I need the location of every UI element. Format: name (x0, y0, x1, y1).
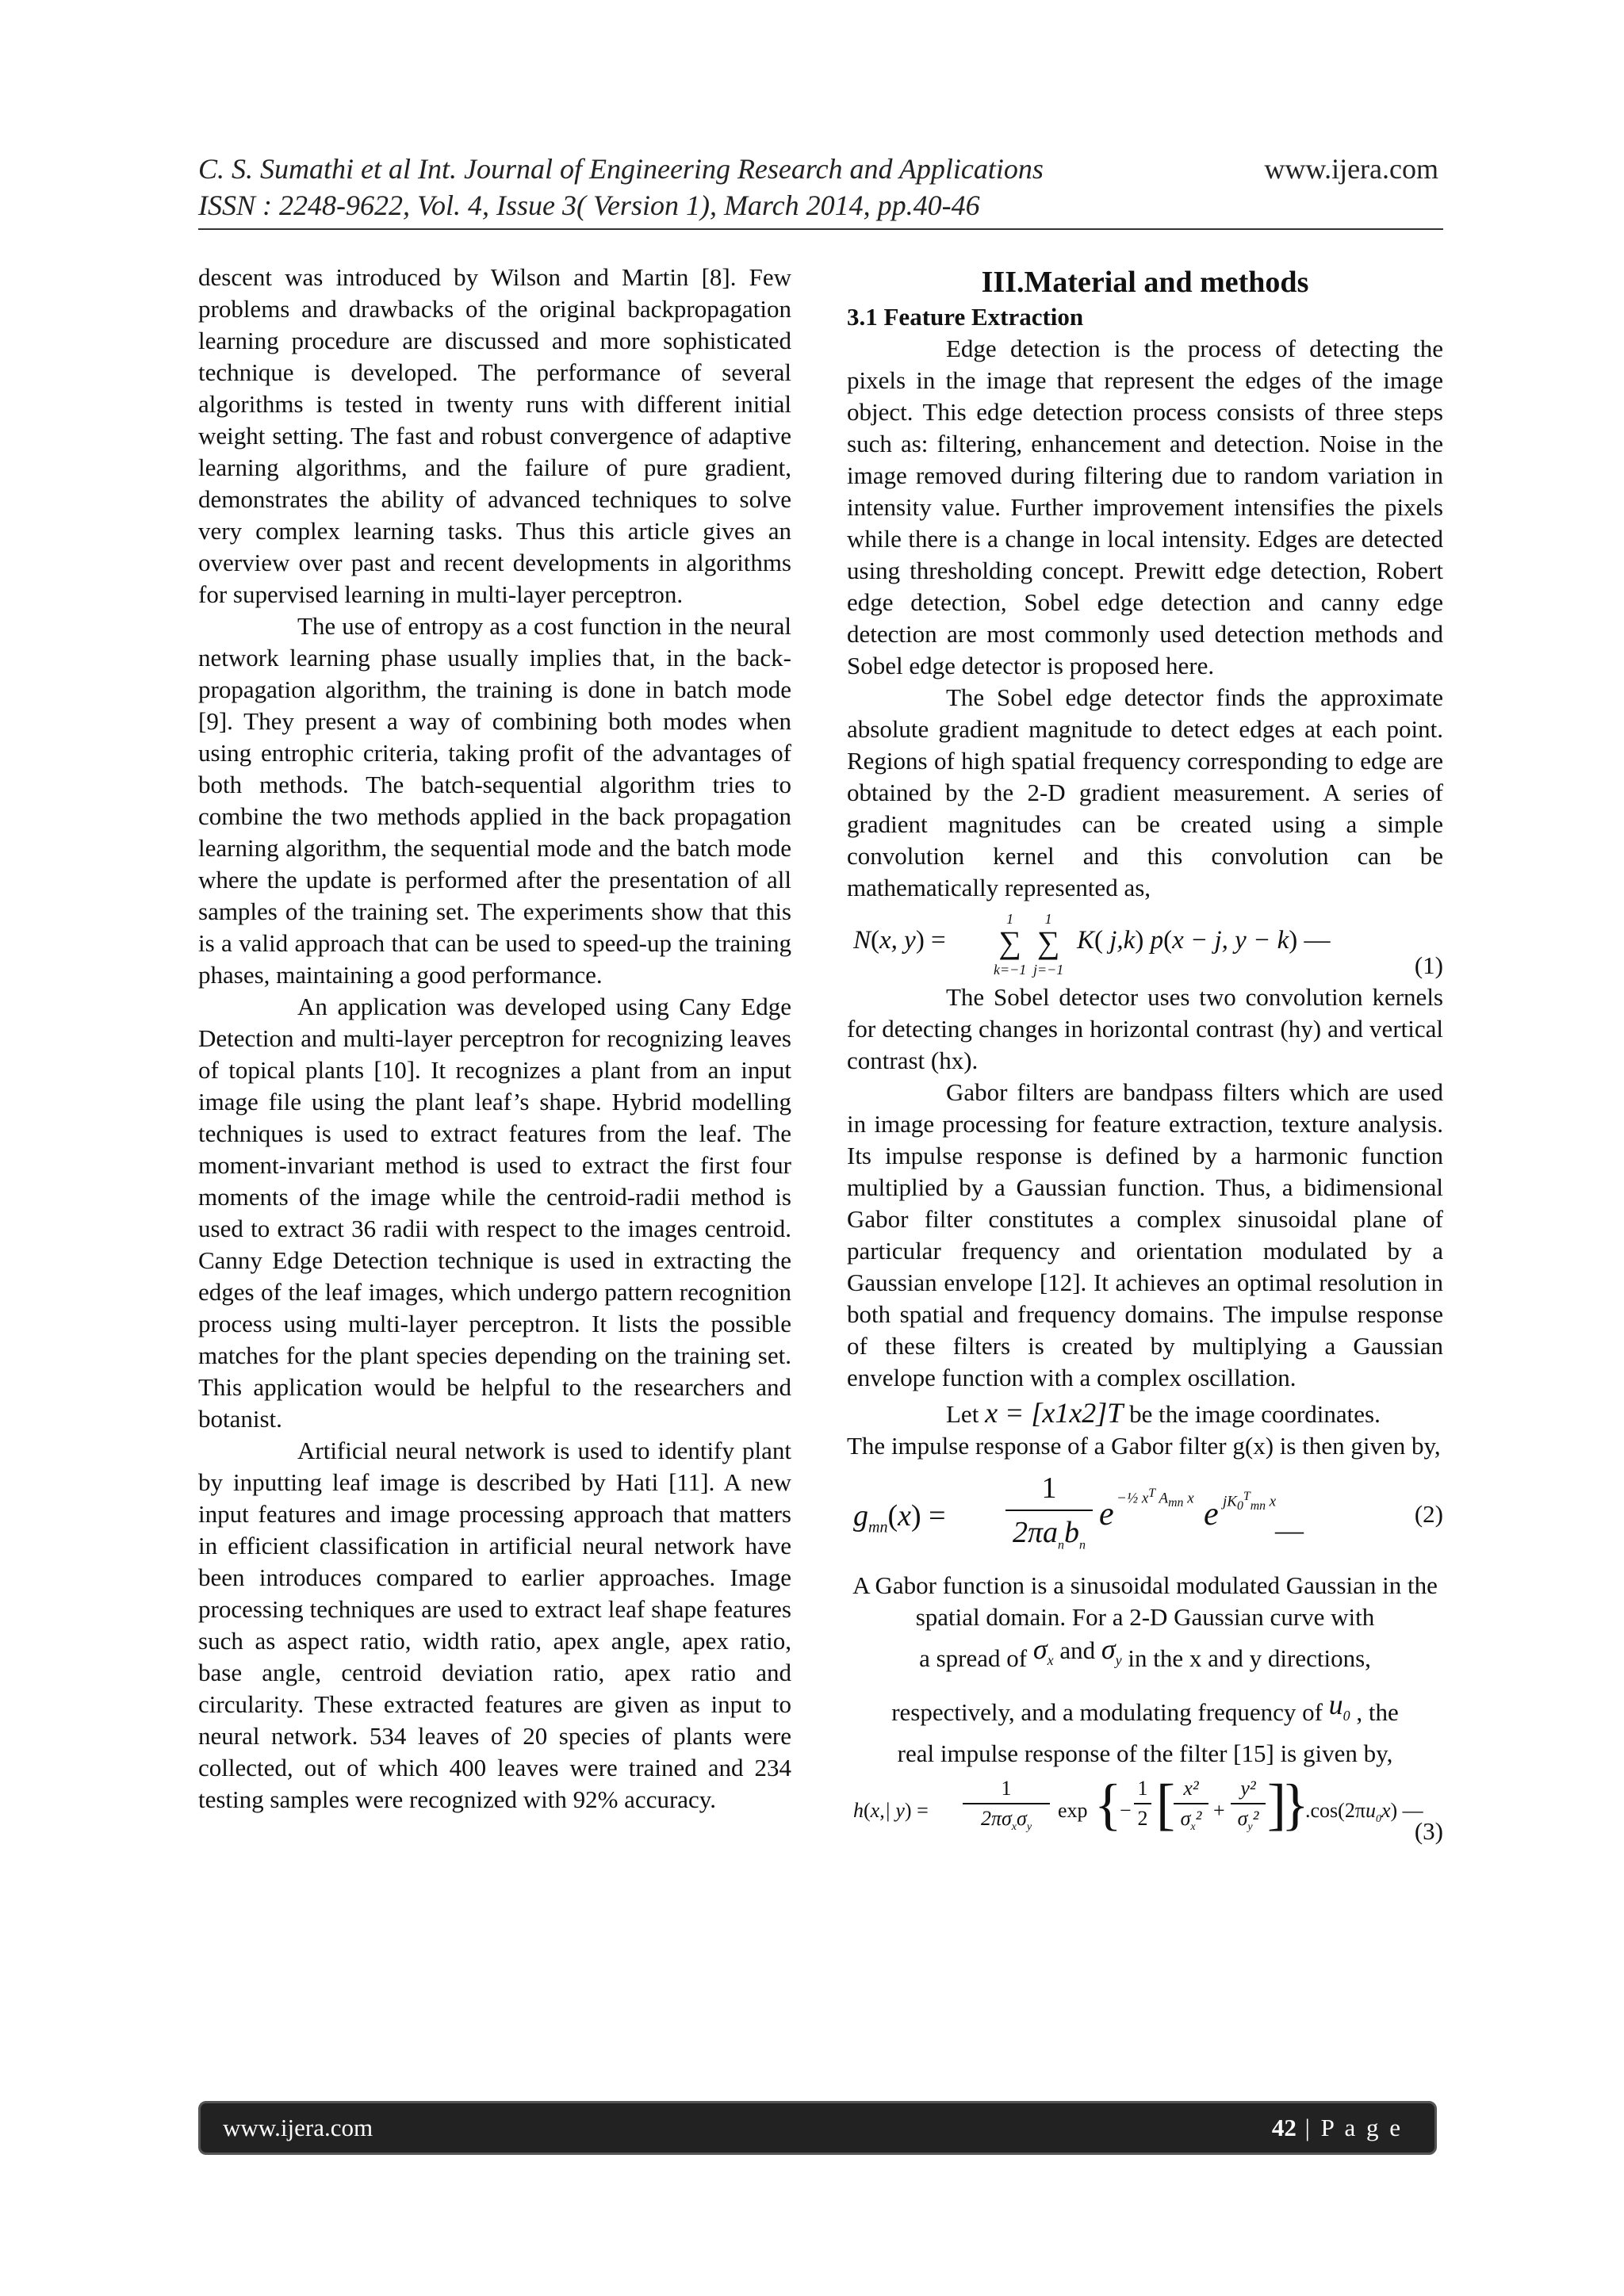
fraction: x² $\sigma_x^2$ (1174, 1774, 1208, 1842)
paragraph: Artificial neural network is used to identify plant by inputting leaf image is described by Hati [11]. A new input features and image processing approach that matters in efficient classification in artificial neural network have been introduces compared to earlier approaches. Image processing techniques are used to extract leaf shape features such as aspect ratio, width ratio, apex angle, apex ratio, base angle, centroid deviation ratio, apex ratio and circularity. These extracted features are given as input to neural network. 534 leaves of 20 species of plants were collected, out of which 400 leaves were trained and 234 testing samples were recognized with 92% accuracy. (198, 1437, 791, 1813)
page-number: 42 (1271, 2114, 1297, 2141)
running-header (198, 151, 1443, 230)
page-indicator (1272, 2114, 1403, 2142)
fraction: 1 2 (1134, 1774, 1151, 1833)
equation-3: h(x,| y) = 1 $2\pi\sigma_x\sigma_y$ exp { − 1 2 [ x² $\sigma_x^2$ + y² $\sigma_y^2$ ] } $.\cos(2\pi u_0x)$ — (3) (847, 1773, 1443, 1852)
equation-1: N(x, y) = 1 ∑ k=−1 1 ∑ j=−1 K( j,k) p(x − j, y − k) — (1) (847, 909, 1443, 982)
equation-number: (2) (1414, 1500, 1443, 1528)
paragraph: descent was introduced by Wilson and Martin [8]. Few problems and drawbacks of the original backpropagation learning procedure are discussed and more sophisticated technique is developed. The performance of several algorithms is tested in twenty runs with different initial weight setting. The fast and robust convergence of adaptive learning algorithms, and the failure of pure gradient, demonstrates the ability of advanced techniques to solve very complex learning tasks. Thus this article gives an overview over past and recent developments in algorithms for supervised learning in multi-layer perceptron. (198, 263, 791, 608)
paragraph (847, 1689, 1443, 1738)
paragraph: The Sobel edge detector finds the approximate absolute gradient magnitude to detect edges at each point. Regions of high spatial frequency corresponding to edge are obtained by the 2-D gradient measurement. A series of gradient magnitudes can be created using a simple convolution kernel and this convolution can be mathematically represented as, (847, 683, 1443, 901)
paragraph: Gabor filters are bandpass filters which are used in image processing for feature extraction, texture analysis. Its impulse response is defined by a harmonic function multiplied by a Gaussian function. Thus, a bidimensional Gabor filter constitutes a complex sinusoidal plane of particular frequency and orientation modulated by a Gaussian envelope [12]. It achieves an optimal resolution in both spatial and frequency domains. The impulse response of these filters is created by multiplying a Gaussian envelope function with a complex oscillation. (847, 1078, 1443, 1391)
equation-number: (1) (1414, 951, 1443, 979)
paragraph: The impulse response of a Gabor filter g(x) is then given by, (847, 1432, 1441, 1460)
header-website-link[interactable]: www.ijera.com (1264, 153, 1438, 185)
paragraph: real impulse response of the filter [15] is given by, (897, 1739, 1393, 1768)
sum-symbol: 1 ∑ k=−1 (994, 911, 1027, 978)
sum-symbol: 1 ∑ j=−1 (1033, 911, 1064, 978)
paragraph (847, 1397, 1443, 1430)
page-footer (198, 2101, 1437, 2155)
text-fragment: and (1059, 1636, 1096, 1664)
fraction: 1 $2\pi\sigma_x\sigma_y$ (963, 1774, 1050, 1842)
equation-2: $g_{mn}(x)$ = 1 $2\pi a_nb_n$ e −½ $x^T$ $A_{mn}$ x e $jK_0^T_{mn}$ x — (2) (847, 1467, 1443, 1570)
text-fragment: a spread of (919, 1644, 1028, 1672)
text-fragment: in the x and y directions, (1128, 1644, 1371, 1672)
page-label: | P a g e (1296, 2114, 1403, 2141)
paragraph: The Sobel detector uses two convolution kernels for detecting changes in horizontal contrast (hy) and vertical contrast (hx). (847, 983, 1443, 1074)
paragraph (847, 1633, 1443, 1684)
fraction: 1 $2\pi a_nb_n$ (1005, 1467, 1093, 1567)
inline-math: x = [x1x2]T (985, 1397, 1124, 1429)
fraction: y² $\sigma_y^2$ (1231, 1774, 1266, 1842)
equation-number: (3) (1414, 1817, 1443, 1846)
paragraph: An application was developed using Cany Edge Detection and multi-layer perceptron for recognizing leaves of topical plants [10]. It recognizes a plant from an input image file using the plant leaf’s shape. Hybrid modelling techniques is used to extract features from the leaf. The moment-invariant method is used to extract the first four moments of the image while the centroid-radii method is used to extract 36 radii with respect to the images centroid. Canny Edge Detection technique is used in extracting the edges of the leaf images, which undergo pattern recognition process using multi-layer perceptron. It lists the possible matches for the plant species depending on the training set. This application would be helpful to the researchers and botanist. (198, 993, 791, 1433)
paragraph: Edge detection is the process of detecting the pixels in the image that represent the edges of the image object. This edge detection process consists of three steps such as: filtering, enhancement and detection. Noise in the image removed during filtering due to random variation in intensity value. Further improvement intensifies the pixels while there is a change in local intensity. Edges are detected using thresholding concept. Prewitt edge detection, Robert edge detection, Sobel edge detection and canny edge detection are most commonly used detection methods and Sobel edge detector is proposed here. (847, 335, 1443, 679)
footer-website-link[interactable]: www.ijera.com (223, 2114, 373, 2141)
inline-math: $\sigma_y$ (1101, 1633, 1122, 1669)
text-fragment: Let (946, 1400, 979, 1428)
left-column (198, 262, 791, 1816)
right-column (847, 262, 1443, 1852)
inline-math: $u_0$ (1328, 1689, 1350, 1724)
paragraph: The use of entropy as a cost function in the neural network learning phase usually implies that, in the back-propagation algorithm, the training is done in batch mode [9]. They present a way of combining both modes when using entrophic criteria, taking profit of the advantages of both methods. The batch-sequential algorithm tries to combine the two methods applied in the back propagation learning algorithm, the sequential mode and the batch mode where the update is performed after the presentation of all samples of the training set. The experiments show that this is a valid approach that can be used to speed-up the training phases, maintaining a good performance. (198, 612, 791, 989)
journal-citation-line: C. S. Sumathi et al Int. Journal of Engineering Research and Applications (198, 153, 1044, 185)
issn-line: ISSN : 2248-9622, Vol. 4, Issue 3( Version 1), March 2014, pp.40-46 (198, 189, 980, 221)
inline-math: $\sigma_x$ (1032, 1633, 1054, 1669)
subsection-heading: 3.1 Feature Extraction (847, 303, 1084, 331)
section-heading: III.Material and methods (981, 266, 1309, 299)
text-fragment: respectively, and a modulating frequency of (891, 1698, 1323, 1727)
text-fragment: be the image coordinates. (1129, 1400, 1381, 1428)
paragraph: A Gabor function is a sinusoidal modulated Gaussian in the spatial domain. For a 2-D Gaussian curve with (852, 1571, 1438, 1631)
text-fragment: , the (1356, 1698, 1399, 1727)
